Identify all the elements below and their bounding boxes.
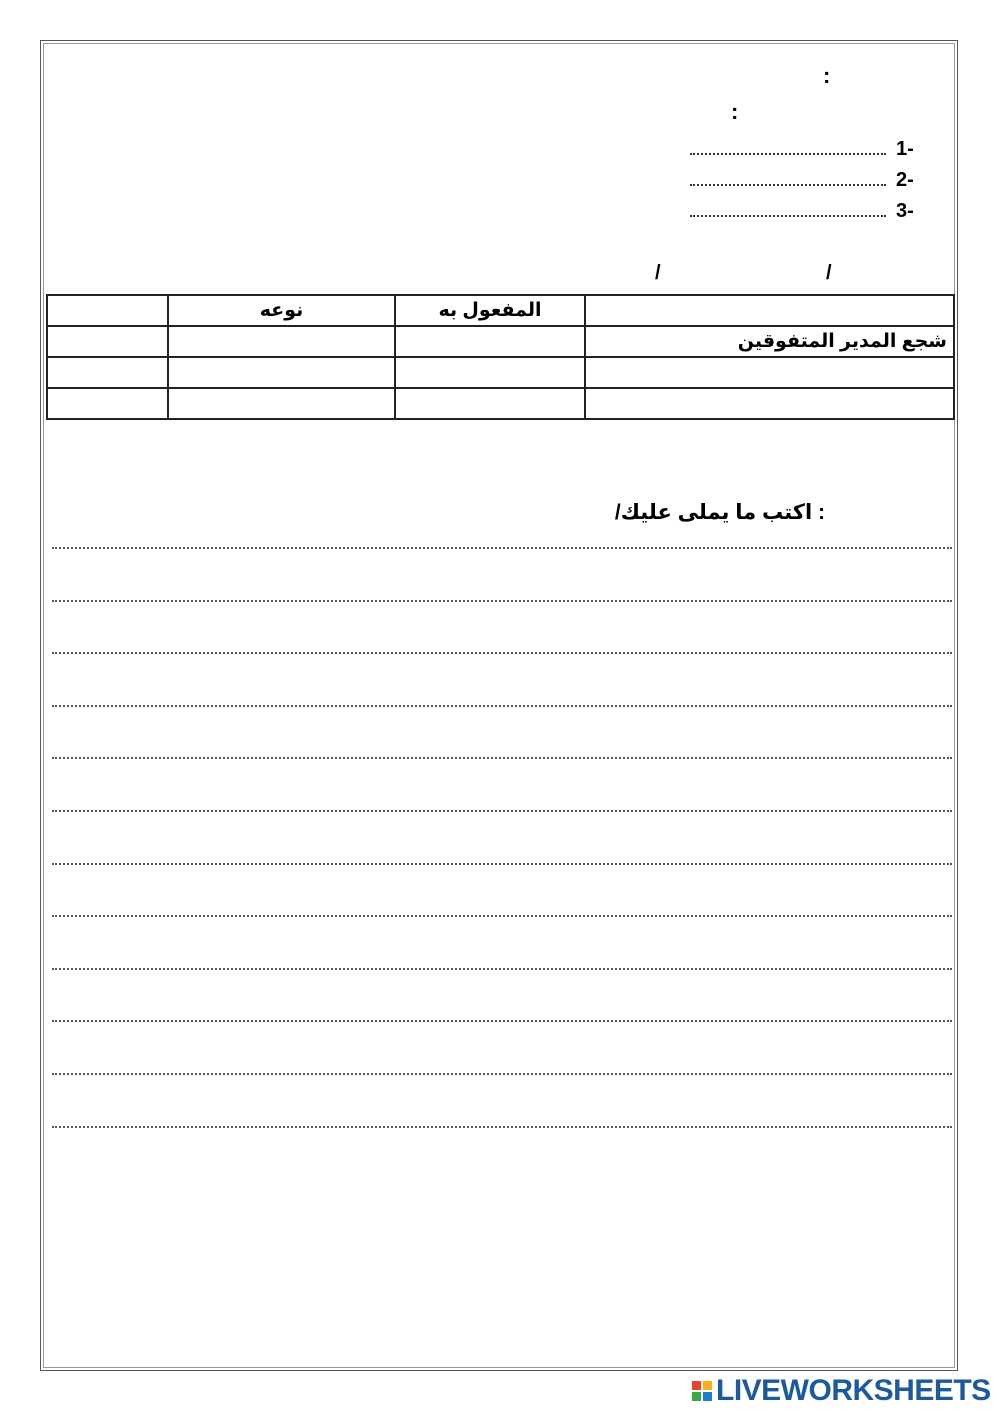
header-cell-sentence [585, 295, 954, 326]
dictation-instruction: : اكتب ما يملى عليك/ [614, 501, 825, 524]
answer-dotted-line[interactable] [690, 215, 886, 217]
writing-line[interactable] [52, 600, 952, 602]
cell-sentence: شجع المدير المتفوقين [585, 326, 954, 357]
numbered-item-2[interactable] [690, 167, 930, 193]
logo-mark-icon [692, 1381, 712, 1401]
cell-object[interactable] [395, 357, 585, 388]
writing-line[interactable] [52, 705, 952, 707]
writing-line[interactable] [52, 652, 952, 654]
table-row [47, 357, 954, 388]
logo-square [703, 1392, 712, 1401]
numbered-item-1[interactable] [690, 136, 930, 162]
cell-sentence[interactable] [585, 357, 954, 388]
date-slash-1: / [826, 262, 832, 284]
grammar-table [46, 294, 955, 420]
logo-square [703, 1381, 712, 1390]
cell-extra[interactable] [47, 388, 168, 419]
header-cell-type: نوعه [168, 295, 395, 326]
writing-line[interactable] [52, 1020, 952, 1022]
answer-dotted-line[interactable] [690, 184, 886, 186]
cell-object[interactable] [395, 388, 585, 419]
header-colon-1: : [823, 63, 831, 88]
header-cell-object: المفعول به [395, 295, 585, 326]
writing-line[interactable] [52, 757, 952, 759]
cell-object[interactable] [395, 326, 585, 357]
logo-square [692, 1381, 701, 1390]
date-slash-2: / [655, 262, 661, 284]
item-number: 2- [896, 168, 914, 191]
item-number: 1- [896, 137, 914, 160]
header-cell-extra [47, 295, 168, 326]
cell-type[interactable] [168, 388, 395, 419]
table-header-row [47, 295, 954, 326]
writing-line[interactable] [52, 968, 952, 970]
writing-line[interactable] [52, 1073, 952, 1075]
writing-line[interactable] [52, 547, 952, 549]
item-number: 3- [896, 199, 914, 222]
cell-extra[interactable] [47, 326, 168, 357]
writing-line[interactable] [52, 810, 952, 812]
cell-sentence[interactable] [585, 388, 954, 419]
answer-dotted-line[interactable] [690, 153, 886, 155]
brand-name: LIVEWORKSHEETS [716, 1374, 991, 1407]
logo-square [692, 1392, 701, 1401]
writing-line[interactable] [52, 1126, 952, 1128]
cell-extra[interactable] [47, 357, 168, 388]
writing-line[interactable] [52, 915, 952, 917]
writing-line[interactable] [52, 863, 952, 865]
cell-type[interactable] [168, 357, 395, 388]
table-row [47, 388, 954, 419]
liveworksheets-logo [692, 1376, 991, 1406]
table-row [47, 326, 954, 357]
numbered-item-3[interactable] [690, 198, 930, 224]
header-colon-2: : [731, 99, 739, 124]
cell-type[interactable] [168, 326, 395, 357]
